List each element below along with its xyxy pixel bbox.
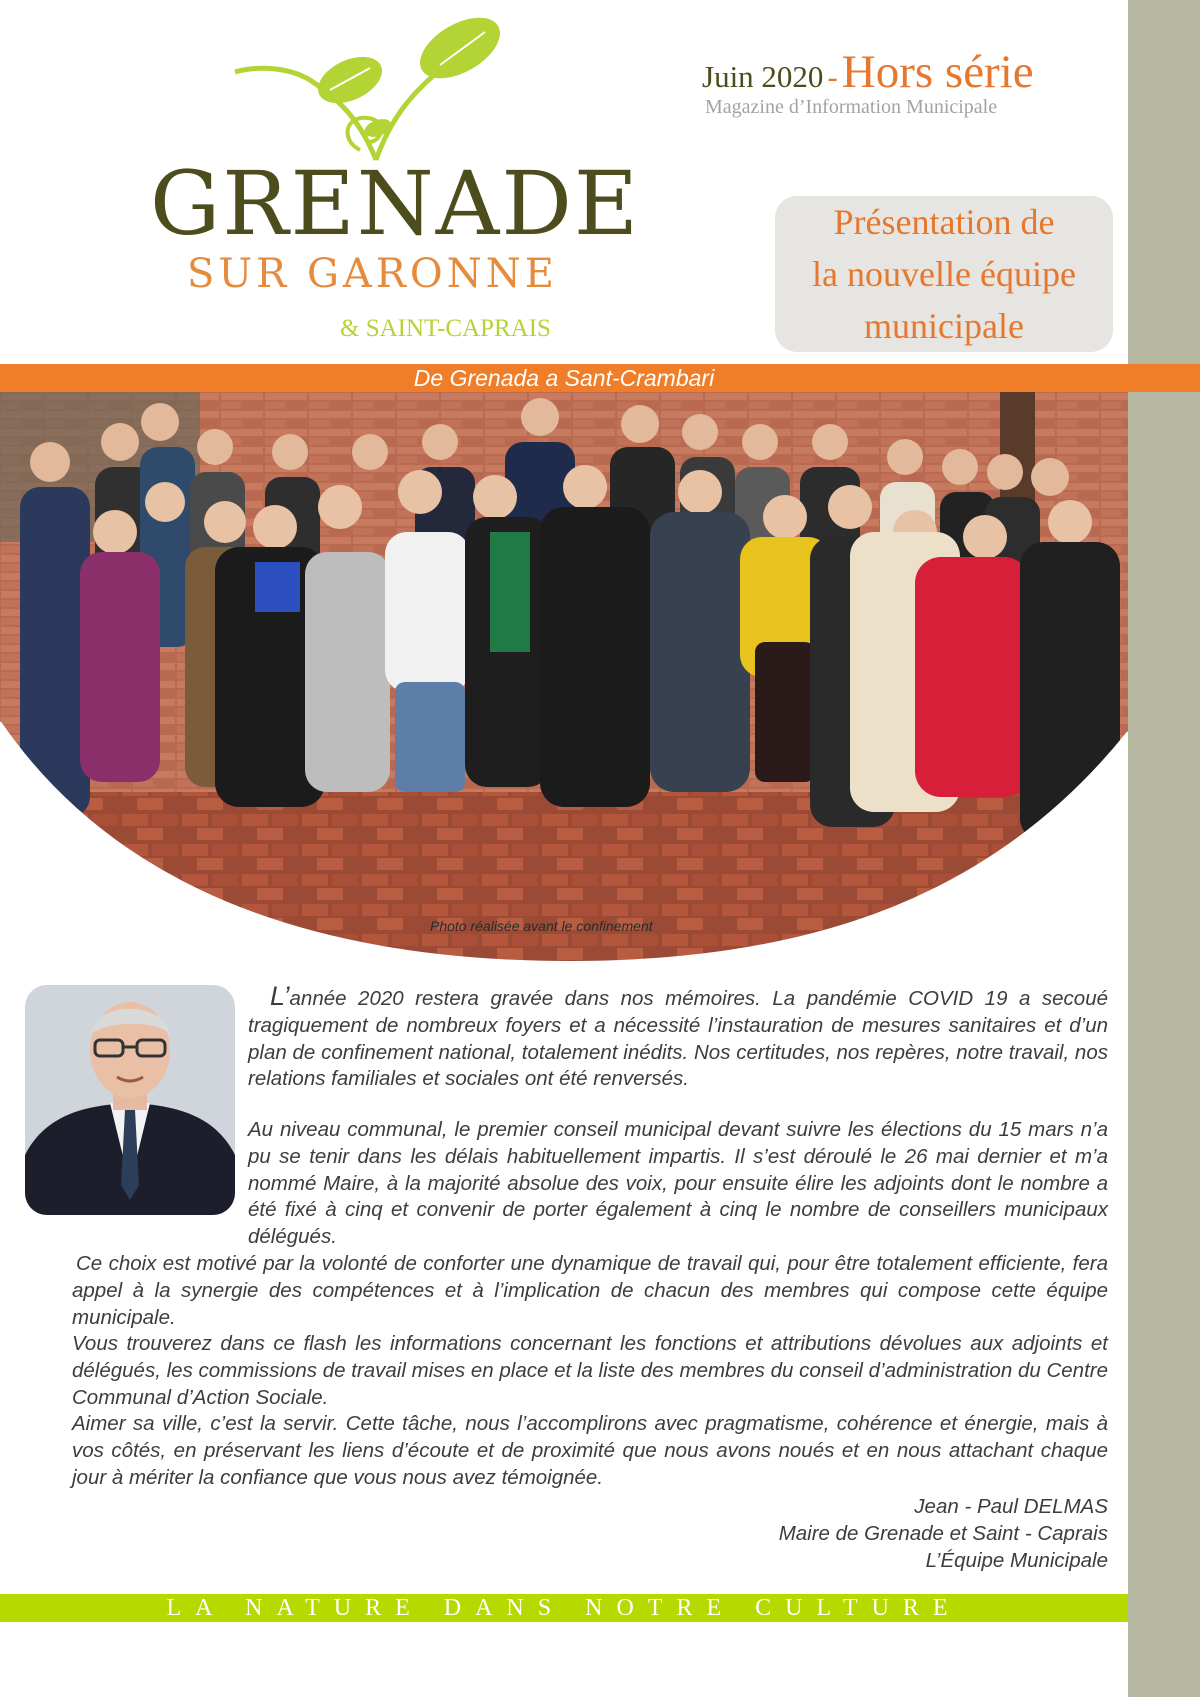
issue-heading (702, 45, 1034, 99)
article-paragraph: Vous trouverez dans ce flash les informations concernant les fonctions et attributions dévolues aux adjoints et délégués, les commissions de travail mises en place et la liste des membres du conseil d’administration du Centre Communal d’Action Sociale. (72, 1332, 1108, 1409)
signature-role: Maire de Grenade et Saint - Caprais (778, 1521, 1108, 1545)
group-photo (0, 392, 1128, 962)
banner-text: De Grenada a Sant-Crambari (413, 365, 715, 391)
magazine-label: Magazine d’Information Municipale (705, 96, 998, 118)
article-paragraph: L’année 2020 restera gravée dans nos mémoires. La pandémie COVID 19 a secoué tragiquement de nombreux foyers et a nécessité l’instauration de mesures sanitaires et d’un plan de confinement national, totalement inédits. Nos certitudes, nos repères, notre travail, nos relations familiales et sociales ont été renversés. (248, 981, 1108, 1091)
issue-label: Hors série (841, 46, 1034, 98)
signature-team: L’Équipe Municipale (925, 1548, 1108, 1572)
article-paragraph: Ce choix est motivé par la volonté de conforter une dynamique de travail qui, pour être totalement efficiente, fera appel à la synergie des compétences et à l’implication de chacun des membres qui compose cette équipe municipale. (72, 1252, 1108, 1329)
issue-separator: - (827, 59, 838, 94)
logo-name: GRENADE (150, 152, 641, 255)
signature-name: Jean - Paul DELMAS (914, 1495, 1108, 1518)
footer-slogan: LA NATURE DANS NOTRE CULTURE (166, 1595, 962, 1621)
right-sidebar-strip (1128, 0, 1200, 1697)
logo-subtitle-saint-caprais: & SAINT-CAPRAIS (340, 315, 551, 342)
photo-caption: Photo réalisée avant le confinement (430, 918, 653, 934)
mayor-portrait (25, 985, 235, 1215)
grenade-logo (140, 10, 641, 342)
issue-date: Juin 2020 (702, 59, 824, 94)
article-paragraph: Au niveau communal, le premier conseil municipal devant suivre les élections du 15 mars n’a pu se tenir dans les délais habituellement impartis. Il s’est déroulé le 26 mai dernier et m’a nommé Maire, à la majorité absolue des voix, pour ensuite élire les adjoints dont le nombre a été fixé à cinq et convenir de porter également à cinq le nombre de conseillers municipaux délégués. (248, 1118, 1108, 1249)
signature-block (779, 1494, 1108, 1574)
orange-banner (0, 364, 1200, 392)
footer-banner (0, 1594, 1128, 1622)
presentation-title: Présentation de la nouvelle équipe municipale (812, 202, 1076, 346)
article-paragraph: Aimer sa ville, c’est la servir. Cette tâche, nous l’accomplirons avec pragmatisme, cohérence et énergie, mais à vos côtés, en préservant les liens d’écoute et de proximité que nous avons noués et en nous attachant chaque jour à mériter la confiance que vous nous avez témoignée. (72, 1412, 1108, 1489)
logo-subtitle: SUR GARONNE (187, 251, 558, 297)
presentation-box (775, 196, 1113, 352)
